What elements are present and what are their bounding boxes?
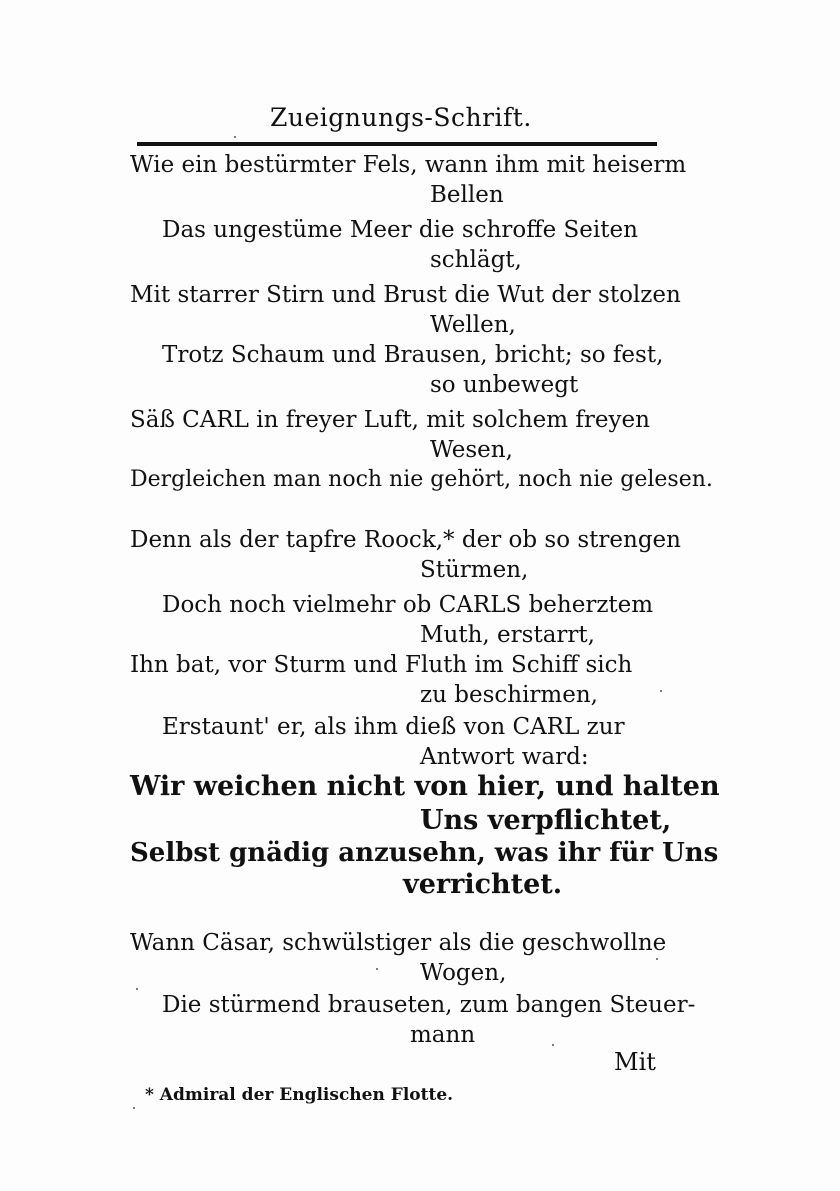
verse-line: Wie ein bestürmter Fels, wann ihm mit heiserm xyxy=(130,152,687,178)
emphasized-verse-continuation: Uns verpflichtet, xyxy=(420,805,672,836)
verse-line: Wann Cäsar, schwülstiger als die geschwollne xyxy=(130,930,667,956)
verse-line: Das ungestüme Meer die schroffe Seiten xyxy=(162,217,638,243)
verse-line-continuation: Antwort ward: xyxy=(420,744,589,770)
verse-line: Erstaunt' er, als ihm dieß von CARL zur xyxy=(162,714,625,740)
verse-line: Die stürmend brauseten, zum bangen Steuer- xyxy=(162,992,696,1018)
verse-line-continuation: Wogen, xyxy=(420,960,507,986)
emphasized-verse-line: Selbst gnädig anzusehn, was ihr für Uns xyxy=(130,838,719,868)
verse-line-continuation: schlägt, xyxy=(430,247,522,273)
print-speck xyxy=(133,1107,135,1109)
print-speck xyxy=(234,136,236,138)
print-speck xyxy=(136,988,138,990)
running-header: Zueignungs-Schrift. xyxy=(270,103,532,132)
emphasized-verse-continuation: verrichtet. xyxy=(403,869,563,900)
header-rule xyxy=(137,142,657,146)
verse-line-continuation: so unbewegt xyxy=(430,372,579,398)
verse-line-continuation: mann xyxy=(410,1022,476,1048)
verse-line-continuation: Bellen xyxy=(430,182,504,208)
emphasized-verse-line: Wir weichen nicht von hier, und halten xyxy=(130,771,720,802)
verse-line-continuation: Wesen, xyxy=(430,437,513,463)
verse-line: Säß CARL in freyer Luft, mit solchem freyen xyxy=(130,407,650,433)
verse-line: Ihn bat, vor Sturm und Fluth im Schiff sich xyxy=(130,652,633,678)
print-speck xyxy=(656,958,658,960)
catchword: Mit xyxy=(614,1048,656,1076)
verse-line-continuation: Muth, erstarrt, xyxy=(420,622,595,648)
verse-line: Mit starrer Stirn und Brust die Wut der stolzen xyxy=(130,282,681,308)
footnote: * Admiral der Englischen Flotte. xyxy=(145,1085,454,1105)
verse-line: Trotz Schaum und Brausen, bricht; so fest, xyxy=(162,342,664,368)
verse-line: Denn als der tapfre Roock,* der ob so strengen xyxy=(130,527,681,553)
verse-line-continuation: zu beschirmen, xyxy=(420,682,598,708)
print-speck xyxy=(376,968,378,970)
verse-line: Doch noch vielmehr ob CARLS beherztem xyxy=(162,592,654,618)
print-speck xyxy=(660,690,662,692)
print-speck xyxy=(552,1044,554,1046)
verse-line-continuation: Stürmen, xyxy=(420,557,529,583)
verse-line-continuation: Wellen, xyxy=(430,312,516,338)
verse-line: Dergleichen man noch nie gehört, noch nie gelesen. xyxy=(130,467,713,492)
